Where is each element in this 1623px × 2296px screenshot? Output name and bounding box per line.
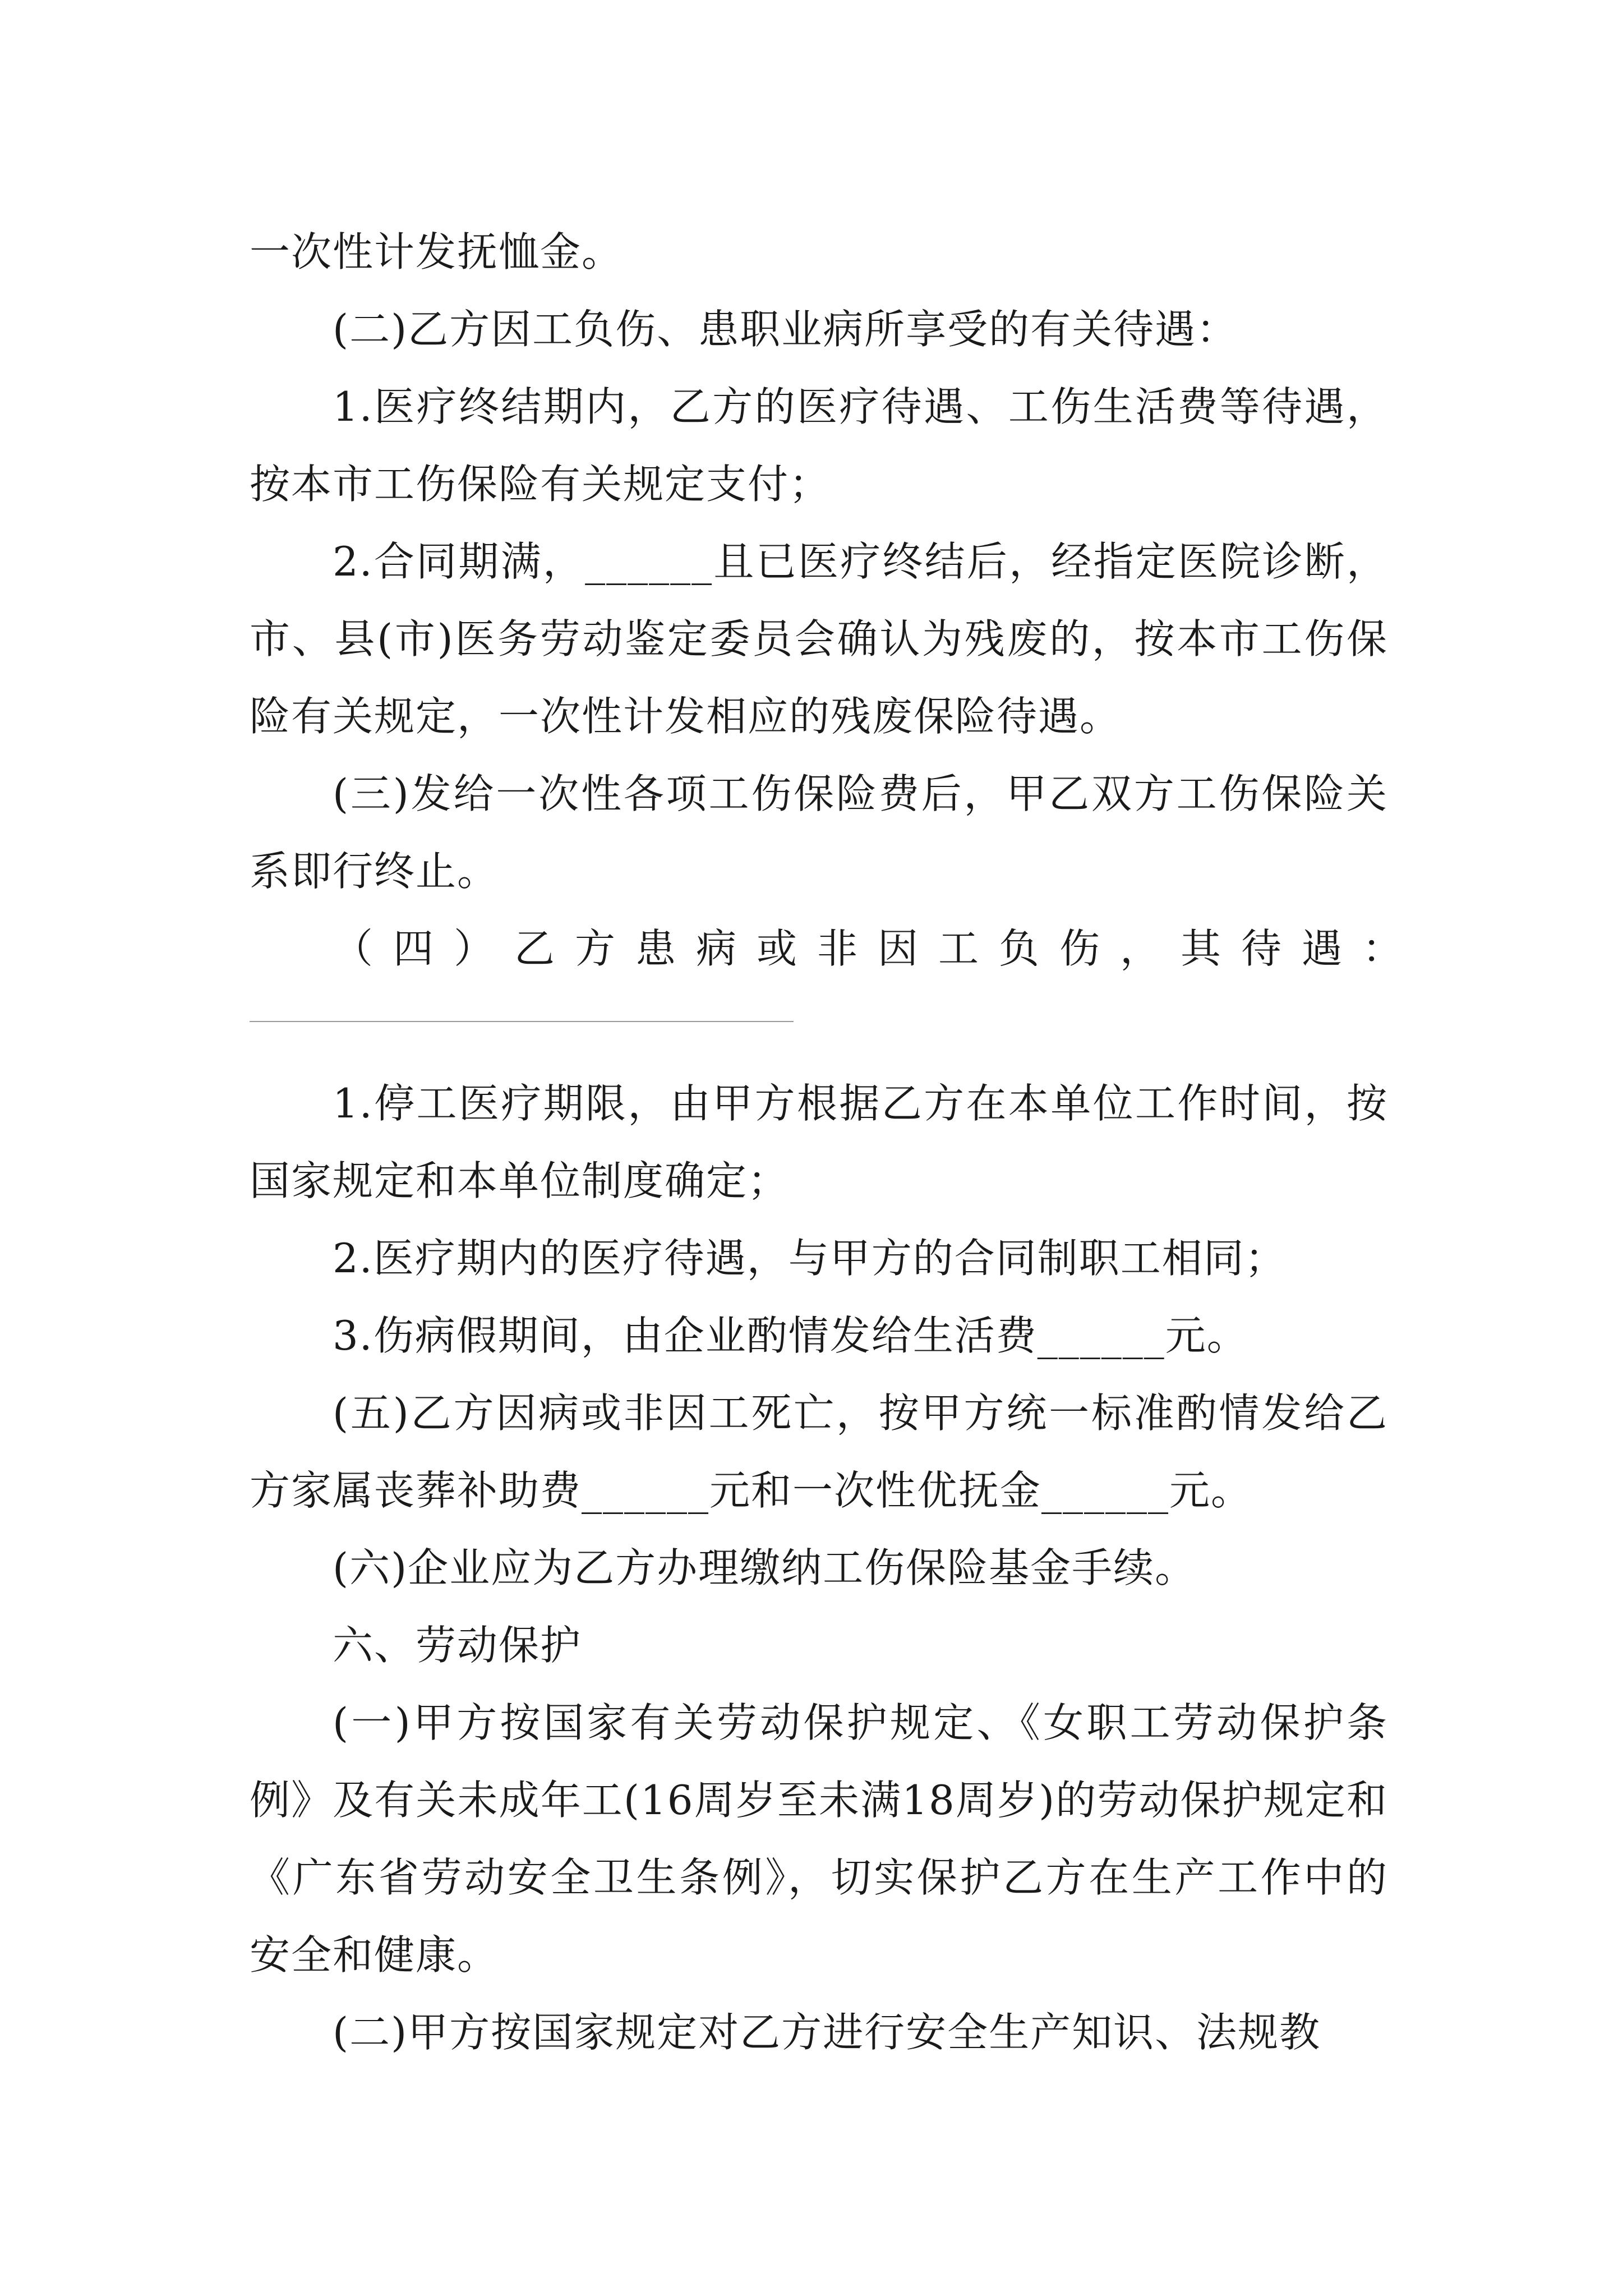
heading-labor-protection: 六、劳动保护 [333, 1622, 582, 1669]
paragraph-section-4: （四）乙方患病或非因工负伤，其待遇： [333, 925, 1423, 972]
paragraph-section-2: (二)乙方因工负伤、患职业病所享受的有关待遇： [333, 306, 1238, 353]
paragraph-item-4-2: 2.医疗期内的医疗待遇，与甲方的合同制职工相同； [333, 1235, 1287, 1282]
document-body [250, 213, 1423, 2071]
paragraph-continuation: 一次性计发抚恤金。 [250, 228, 624, 275]
paragraph-item-4-1: 1.停工医疗期限，由甲方根据乙方在本单位工作时间，按国家规定和本单位制度确定； [250, 1080, 1388, 1204]
paragraph-item-1: 1.医疗终结期内，乙方的医疗待遇、工伤生活费等待遇，按本市工伤保险有关规定支付； [250, 383, 1388, 508]
blank-rule [250, 1021, 794, 1022]
paragraph-protection-1: (一)甲方按国家有关劳动保护规定、《女职工劳动保护条例》及有关未成年工(16周岁至未满18周岁)的劳动保护规定和《广东省劳动安全卫生条例》，切实保护乙方在生产工作中的安全和健康。 [250, 1699, 1388, 1978]
paragraph-protection-2: (二)甲方按国家规定对乙方进行安全生产知识、法规教 [333, 2009, 1321, 2056]
paragraph-section-3: (三)发给一次性各项工伤保险费后，甲乙双方工伤保险关系即行终止。 [250, 770, 1388, 895]
paragraph-item-2: 2.合同期满，______且已医疗终结后，经指定医院诊断，市、县(市)医务劳动鉴定委员会确认为残废的，按本市工伤保险有关规定，一次性计发相应的残废保险待遇。 [250, 538, 1388, 740]
paragraph-item-4-3: 3.伤病假期间，由企业酌情发给生活费______元。 [333, 1312, 1248, 1359]
paragraph-section-6: (六)企业应为乙方办理缴纳工伤保险基金手续。 [333, 1544, 1197, 1591]
fill-in-line [250, 987, 1388, 1065]
paragraph-section-5: (五)乙方因病或非因工死亡，按甲方统一标准酌情发给乙方家属丧葬补助费______元和一次性优抚金______元。 [250, 1389, 1388, 1514]
